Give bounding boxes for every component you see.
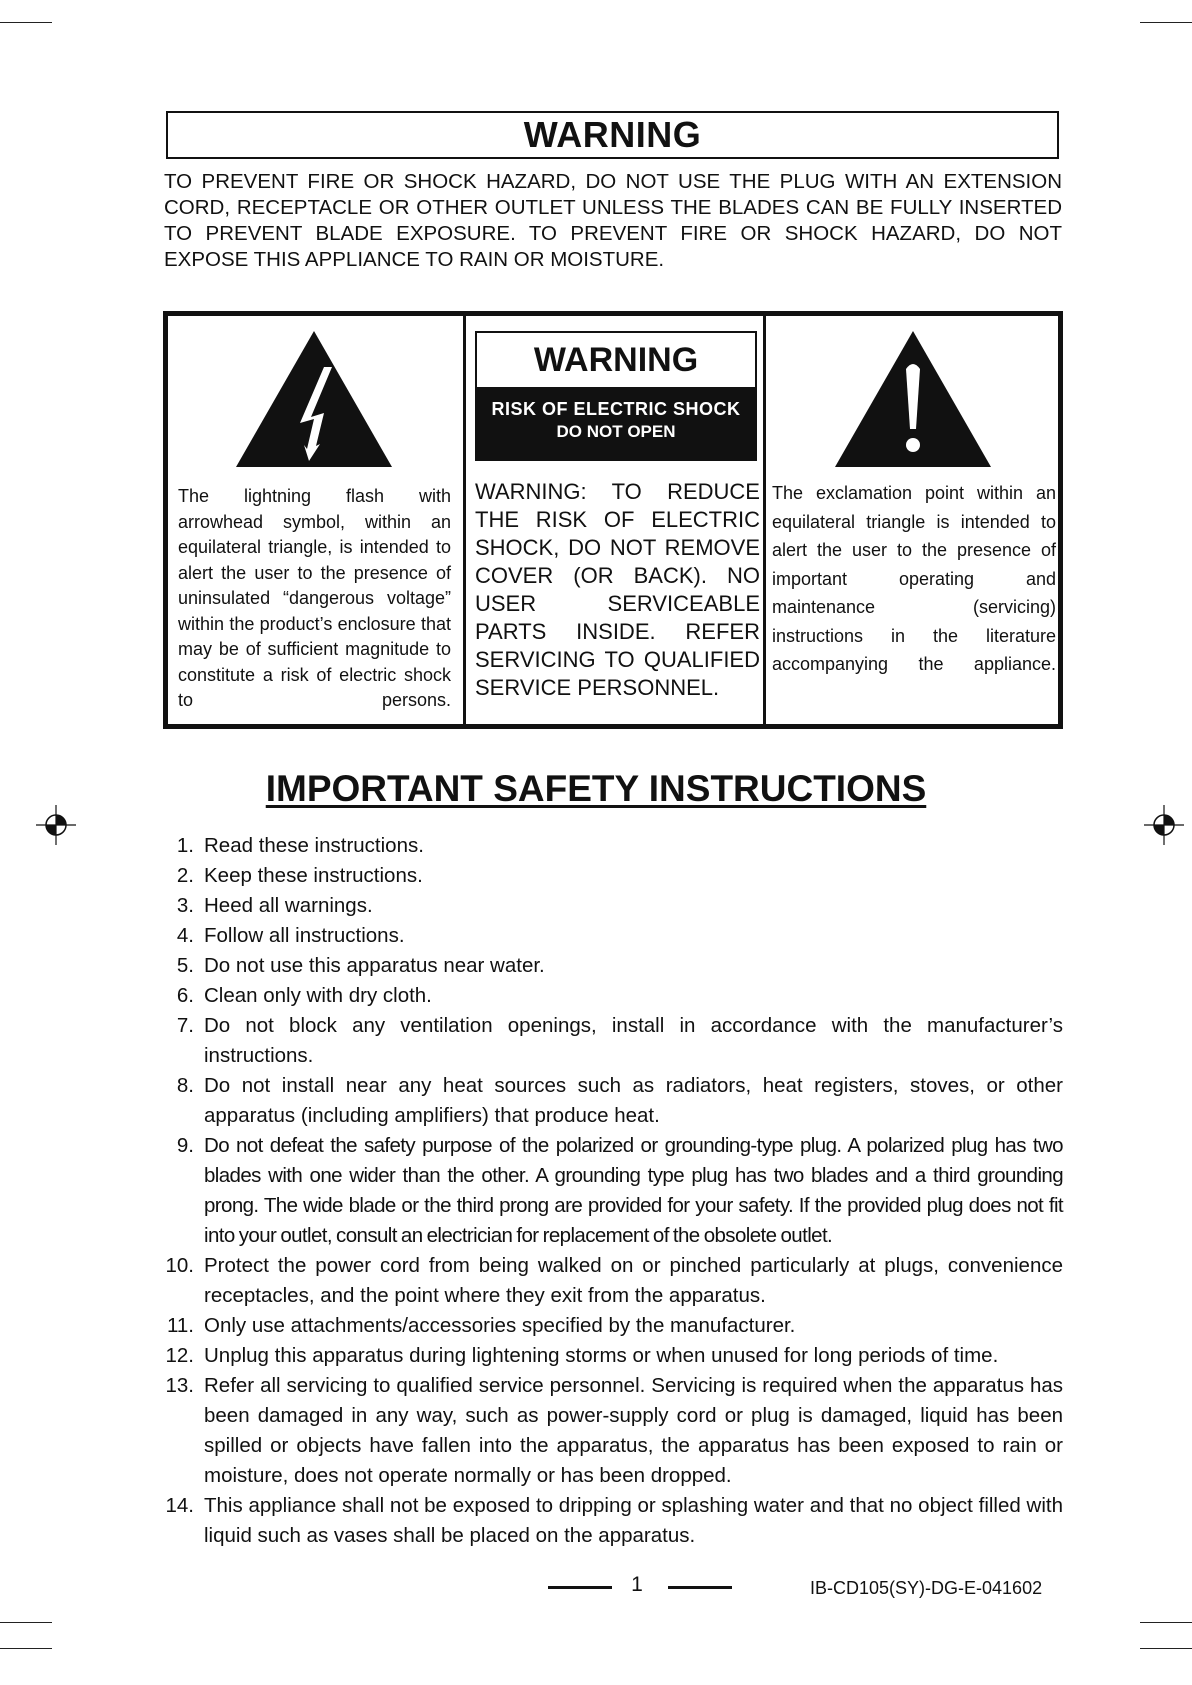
label-title: WARNING [533, 340, 699, 379]
list-item: 12. Unplug this apparatus during lightening storms or when unused for long periods of time. [165, 1344, 999, 1367]
document-code: IB-CD105(SY)-DG-E-041602 [810, 1578, 1043, 1598]
registration-mark-icon [1144, 805, 1184, 845]
list-item: 6. Clean only with dry cloth. [176, 984, 432, 1007]
registration-mark-icon [36, 805, 76, 845]
crop-mark [1140, 22, 1192, 23]
crop-mark [0, 1648, 52, 1649]
list-item: 3. Heed all warnings. [176, 894, 373, 917]
list-item: 11. Only use attachments/accessories specified by the manufacturer. [167, 1314, 796, 1337]
list-item: 2. Keep these instructions. [176, 864, 423, 887]
symbols-panel [163, 311, 1063, 729]
crop-mark [0, 22, 52, 23]
warning-title-box [166, 111, 1059, 159]
footer-rule [548, 1586, 612, 1589]
list-item: 4. Follow all instructions. [176, 924, 405, 947]
list-item: 7. Do not block any ventilation openings, install in accordance with the manufacturer’s instructions. [176, 1014, 1063, 1067]
page-number: 1 [631, 1573, 643, 1596]
lightning-triangle-icon [234, 329, 394, 469]
label-band [477, 387, 755, 459]
crop-mark [1140, 1622, 1192, 1623]
list-item: 8. Do not install near any heat sources such as radiators, heat registers, stoves, or other apparatus (including amplifiers) that produce heat. [176, 1074, 1063, 1127]
list-item: 1. Read these instructions. [176, 834, 424, 857]
warning-text: TO PREVENT FIRE OR SHOCK HAZARD, DO NOT USE THE PLUG WITH AN EXTENSION CORD, RECEPTACLE OR OTHER OUTLET UNLESS THE BLADES CAN BE FULLY INSERTED TO PREVENT BLADE EXPOSURE. TO PREVENT FIRE OR SHOCK HAZARD, DO NOT EXPOSE THIS APPLIANCE TO RAIN OR MOISTURE. [164, 170, 1062, 271]
exclamation-symbol-description: The exclamation point within an equilateral triangle is intended to alert the user to the presence of important operating and maintenance (servicing) instructions in the literature accompanying the appliance. [772, 483, 1056, 674]
section-title: IMPORTANT SAFETY INSTRUCTIONS [265, 768, 927, 809]
footer-rule [668, 1586, 732, 1589]
list-item: 10. Protect the power cord from being walked on or pinched particularly at plugs, convenience receptacles, and the point where they exit from the apparatus. [165, 1254, 1063, 1307]
panel-divider [763, 316, 766, 724]
shock-warning-text: WARNING: TO REDUCE THE RISK OF ELECTRIC SHOCK, DO NOT REMOVE COVER (OR BACK). NO USER SERVICEABLE PARTS INSIDE. REFER SERVICING TO QUALIFIED SERVICE PERSONNEL. [475, 479, 760, 700]
list-item: 9. Do not defeat the safety purpose of the polarized or grounding-type plug. A polarized plug has two blades with one wider than the other. A grounding type plug has two blades and a third grounding prong. The wide blade or the third prong are provided for your safety. If the provided plug does not fit into your outlet, consult an electrician for replacement of the obsolete outlet. [176, 1134, 1063, 1247]
lightning-symbol-description: The lightning flash with arrowhead symbol, within an equilateral triangle, is intended to alert the user to the presence of uninsulated “dangerous voltage” within the product’s enclosure that may be of sufficient magnitude to constitute a risk of electric shock to persons. [178, 486, 451, 710]
exclamation-triangle-icon [833, 329, 993, 469]
label-line-1: RISK OF ELECTRIC SHOCK [491, 399, 741, 419]
crop-mark [0, 1622, 52, 1623]
warning-title: WARNING [523, 114, 702, 155]
safety-instructions-list [160, 831, 1063, 1551]
label-line-2: DO NOT OPEN [556, 422, 676, 441]
risk-of-shock-label [475, 331, 757, 461]
crop-mark [1140, 1648, 1192, 1649]
panel-divider [463, 316, 466, 724]
list-item: 14. This appliance shall not be exposed to dripping or splashing water and that no object filled with liquid such as vases shall be placed on the apparatus. [165, 1494, 1063, 1547]
list-item: 13. Refer all servicing to qualified service personnel. Servicing is required when the apparatus has been damaged in any way, such as power-supply cord or plug is damaged, liquid has been spilled or objects have fallen into the apparatus, the apparatus has been exposed to rain or moisture, does not operate normally or has been dropped. [165, 1374, 1063, 1487]
list-item: 5. Do not use this apparatus near water. [176, 954, 545, 977]
